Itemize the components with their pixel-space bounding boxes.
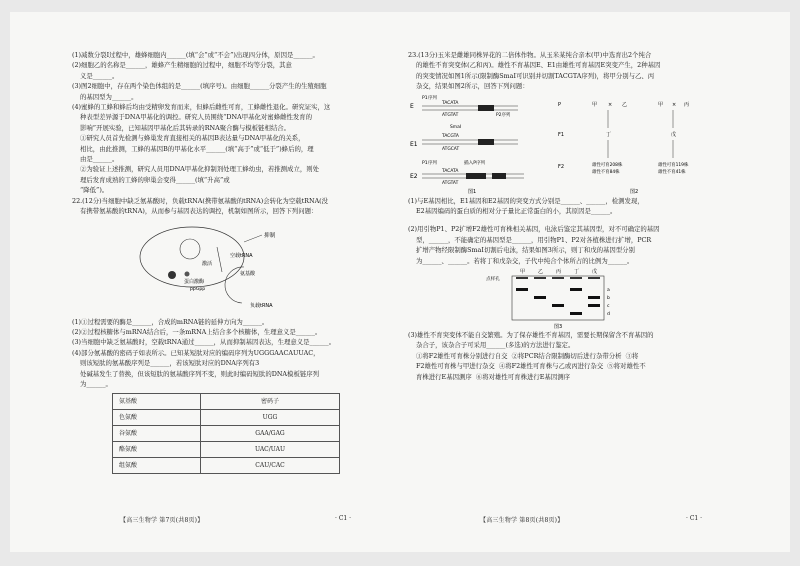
gel-band <box>552 304 564 307</box>
q22-line: 为______。 <box>80 379 112 388</box>
gene-block-e1 <box>478 139 494 145</box>
q22-intro-line: 有携带氨基酸的tRNA)，从而参与基因表达的调控，机制如图所示，回答下列问题： <box>80 207 318 216</box>
gel-band-label: c <box>607 304 610 310</box>
gel-lane-label: 乙 <box>538 269 544 276</box>
gel-caption: 图3 <box>554 324 563 331</box>
gel-band <box>570 288 582 291</box>
table-header: 密码子 <box>201 394 340 410</box>
cell-outline <box>140 227 244 287</box>
q23-line: (3)雄性不育突变体不能自交繁殖。为了保存雄性不育基因，需要长期保留含不育基因的 <box>408 331 654 340</box>
fig1-p1-label: P1序列 <box>422 160 437 166</box>
q21-line: 由是______。 <box>80 155 119 164</box>
ribosome-mark <box>168 271 176 279</box>
q22-block <box>72 196 372 475</box>
fig1-caption: 图1 <box>468 188 477 195</box>
table-header-row <box>113 394 340 410</box>
fig2-result: 雄性不育84株 <box>592 169 620 175</box>
table-row <box>113 410 340 426</box>
q23-intro-line: 23.(13分)玉米是雌雄同株异花的二倍体作物。从玉米某纯合亲本(甲)中选育出2个纯合 <box>408 51 652 59</box>
q23-intro-line: 的突变情况如图1所示(限制酶SmaⅠ可识别并切割TACGTA序列)，将甲分别与乙、丙 <box>416 71 655 80</box>
q22-line: (4)部分氨基酸的密码子如表所示。已知某短肽对应的编码序列为UGGGAACAUUAC， <box>72 348 320 357</box>
table-cell: GAA/GAG <box>201 426 340 442</box>
q22-line: (1)①过程需要的酶是______，合成的mRNA链的延伸方向为______。 <box>72 317 269 326</box>
fig2-parent: 甲 <box>592 101 598 108</box>
q23-line: 型，______，不能确定的基因型是______，用引物P1、P2对各植株进行扩增，PCR <box>416 235 652 244</box>
gel-band-label: a <box>607 288 610 294</box>
q21-line: 义是______。 <box>80 71 119 80</box>
gel-lane-label: 丁 <box>574 269 580 276</box>
table-cell: 谷氨酸 <box>113 426 201 442</box>
fig1-row-label: E1 <box>410 140 418 148</box>
gene-block-e2 <box>492 173 506 179</box>
gel-band <box>588 296 600 299</box>
label-protein-kinase: 蛋白激酶 <box>184 278 205 285</box>
gene-figures <box>408 92 708 196</box>
fig1-row-label: E2 <box>410 172 418 180</box>
fig1-seq-label: ATGCAT <box>442 146 460 152</box>
gel-band <box>588 304 600 307</box>
gel-well-label: 点样孔 <box>486 277 500 283</box>
fig1-enzyme-label: SmaⅠ <box>450 124 462 130</box>
q23-intro-line: 杂交，结果如图2所示，回答下列问题： <box>416 82 529 91</box>
table-row <box>113 442 340 458</box>
fig2-result: 雄性可育208株 <box>592 162 623 168</box>
fig2-cross: × <box>672 101 677 108</box>
q23-line: (2)用引物P1、P2扩增F2雄性可育株相关基因，电泳后鉴定其基因型，对不可确定的基因 <box>408 225 660 234</box>
table-cell: UAC/UAU <box>201 442 340 458</box>
gel-band <box>534 296 546 299</box>
label-activate: 激活 <box>202 260 213 267</box>
q23-line: 育株进行E基因测序 ⑥将对雄性可育株进行E基因测序 <box>416 372 570 381</box>
q23-intro-line: 的雄性不育突变体(乙和丙)。雄性不育基因E、E1由雄性可育基因E突变产生，2种基因 <box>416 61 661 70</box>
q22-intro-line: 22.(12分)当细胞中缺乏氨基酸时，负载tRNA(携带氨基酸的tRNA)会转化为空载tRNA(没 <box>72 196 329 205</box>
protein-mark <box>185 271 190 276</box>
q23-line: E2基因编码的蛋白质的相对分子量比正常蛋白的小，其原因是______。 <box>416 207 617 216</box>
q22-line: 处碱基发生了替换，但该短肽的氨基酸序列不变，则此时编码短肽的DNA模板链序列 <box>80 369 320 378</box>
gel-well <box>516 277 528 279</box>
trna-mechanism-svg <box>72 217 372 317</box>
label-ppgpp: ppGpp <box>190 286 206 292</box>
dna-circle <box>180 239 200 259</box>
right-footer <box>480 515 563 524</box>
fig2-parent: 乙 <box>622 101 628 108</box>
gel-svg <box>408 266 708 330</box>
fig2-result: 雄性不育41株 <box>658 169 686 175</box>
gel-well <box>534 277 546 279</box>
q21-line: (1)减数分裂Ⅰ过程中，雄蜂细胞内______(填“会”或“不会”)出现四分体，原因是______。 <box>72 51 319 59</box>
left-footer <box>120 515 203 524</box>
inhibit-pointer <box>244 235 262 242</box>
table-row <box>113 458 340 474</box>
fig1-seq-label: TACATA <box>442 168 459 174</box>
q22-line: (3)当细胞中缺乏氨基酸时，空载tRNA通过______，从而抑制基因表达，生理意义是______。 <box>72 338 336 347</box>
label-empty-trna: 空载tRNA <box>230 252 253 259</box>
q21-line: ②为验证上述推测，研究人员用DNA甲基化抑制剂处理工蜂幼虫，若推测成立，则处 <box>80 165 320 174</box>
right-page-number: 【高三生物学 第8页(共8页)】 <box>480 517 564 524</box>
q22-line: 则该短肽的氨基酸序列是______，若该短肽对应的DNA序列有3 <box>80 359 260 368</box>
q21-line: (4)蜜蜂的工蜂和蜂后均由受精卵发育而来，但蜂后雌性可育，工蜂雌性退化。研究证实，这 <box>72 103 331 112</box>
q21-line: 影响”开展实验，已知基因甲基化后其转录的RNA聚合酶与模板链相结合。 <box>80 123 291 132</box>
q21-block <box>72 50 372 196</box>
fig1-row-label: E <box>410 102 414 110</box>
fig2-f1: F1 <box>558 131 565 138</box>
gel-well <box>552 277 564 279</box>
table-cell: 组氨酸 <box>113 458 201 474</box>
q21-line: 种表型差异源于DNA甲基化的调控。研究人员围绕“DNA甲基化对蜜蜂雌性发育的 <box>80 113 313 122</box>
q23-line: 为______、______。若将丁和戊杂交，子代中纯合个体所占的比例为______。 <box>416 256 634 265</box>
q21-line: (2)细胞乙的名称是______，雄蜂产生精细胞的过程中，细胞不均等分裂，其意 <box>72 61 292 70</box>
gel-band <box>516 288 528 291</box>
q21-line: 的基因型为______。 <box>80 92 138 101</box>
fig1-insert-label: 插入P序列 <box>464 160 486 166</box>
gene-block-e2 <box>466 173 486 179</box>
gel-band-label: b <box>607 296 610 302</box>
q21-line: 相比，由此推测，工蜂的基因B的甲基化水平______(填“高于”或“低于”)蜂后的，理 <box>80 144 314 153</box>
table-cell: UGG <box>201 410 340 426</box>
gel-well <box>570 277 582 279</box>
q21-line: “降低”)。 <box>80 186 109 195</box>
right-footer-code: · C1 · <box>686 515 703 522</box>
q23-line: 扩增产物经限制酶SmaⅠ切割后电泳，结果如图3所示，则丁和戊的基因型分别 <box>416 246 635 255</box>
right-column <box>408 50 708 382</box>
trna-mechanism-figure <box>72 217 372 317</box>
fig2-parent: 甲 <box>658 101 664 108</box>
codon-table <box>112 393 340 474</box>
gel-lane-label: 戊 <box>592 269 598 276</box>
fig2-offspring: 戊 <box>671 131 677 138</box>
label-amino-acid: 氨基酸 <box>240 270 256 277</box>
fig2-result: 雄性可育119株 <box>658 162 689 168</box>
left-footer-code: · C1 · <box>335 515 352 522</box>
left-page-number: 【高三生物学 第7页(共8页)】 <box>120 517 204 524</box>
gel-well <box>588 277 600 279</box>
q23-line: F2雄性可育株与甲进行杂交 ④将F2雄性可育株与乙或丙进行杂交 ⑤将对雄性不 <box>416 362 646 371</box>
fig1-seq-label: ATGTAT <box>442 180 459 186</box>
fig2-p: P <box>558 101 562 108</box>
gel-lane-label: 丙 <box>556 269 562 276</box>
table-cell: CAU/CAC <box>201 458 340 474</box>
gel-band-label: d <box>607 312 610 318</box>
fig2-f2: F2 <box>558 163 565 170</box>
label-inhibit: 抑制 <box>264 232 276 239</box>
fig1-p1-label: P1序列 <box>422 95 437 101</box>
fig1-seq-label: ATGTAT <box>442 112 459 118</box>
q21-line: (3)图2细胞中，存在两个染色体组的是______(填序号)。由细胞______分裂产生的生殖细胞 <box>72 82 327 91</box>
fig2-cross: × <box>608 101 613 108</box>
q22-line: (2)②过程核糖体与mRNA结合后，一条mRNA上结合多个核糖体，生理意义是______。 <box>72 327 322 336</box>
table-cell: 酪氨酸 <box>113 442 201 458</box>
label-loaded-trna: 负载tRNA <box>250 302 273 309</box>
fig1-p2-label: P2序列 <box>496 112 511 118</box>
left-column <box>72 50 372 474</box>
table-header: 氨基酸 <box>113 394 201 410</box>
q21-line: 理后发育成熟的工蜂的卵巢会变得______(填“升高”或 <box>80 175 230 184</box>
exam-sheet <box>10 12 790 552</box>
gel-figure <box>408 266 708 330</box>
fig1-seq-label: TACGTA <box>442 133 459 139</box>
gel-lane-label: 甲 <box>520 269 526 276</box>
table-cell: 色氨酸 <box>113 410 201 426</box>
gene-figures-svg <box>408 92 708 196</box>
fig2-offspring: 丁 <box>606 131 612 138</box>
table-row <box>113 426 340 442</box>
gene-block-e <box>478 105 494 111</box>
q23-line: 杂合子，该杂合子可采用______(多选)的方法进行鉴定。 <box>416 341 575 350</box>
gel-band <box>570 312 582 315</box>
q23-line: ①将F2雄性可育株分别进行自交 ②将PCR结合限制酶切后进行杂带分析 ③将 <box>416 351 639 360</box>
q23-line: (1)与E基因相比，E1基因和E2基因的突变方式分别是______、______，检测发现， <box>408 196 644 205</box>
fig1-seq-label: TACATA <box>442 100 459 106</box>
arrow-line <box>217 247 222 272</box>
q21-line: ①研究人员首先检测与蜂巢发育直接相关的基因B表达量与DNA甲基化的关系， <box>80 134 305 143</box>
fig2-parent: 丙 <box>684 101 690 108</box>
fig2-caption: 图2 <box>630 188 639 195</box>
